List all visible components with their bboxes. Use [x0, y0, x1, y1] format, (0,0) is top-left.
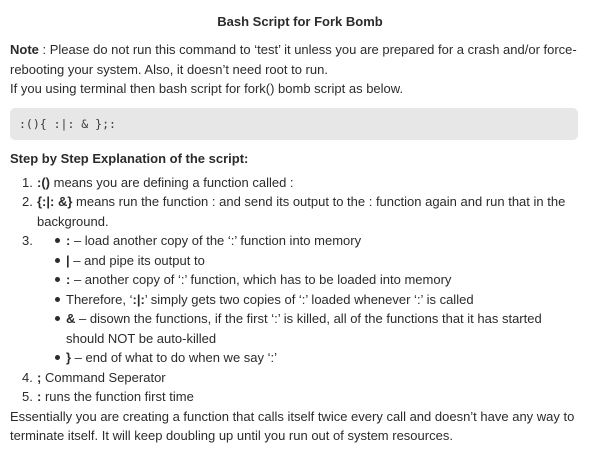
list-item [0, 309, 574, 348]
list-item [0, 231, 600, 368]
bullet-icon [55, 258, 60, 263]
list-item [0, 368, 600, 388]
bullet-icon [55, 238, 60, 243]
sub-list [0, 231, 574, 368]
step-text: Command Seperator [41, 369, 166, 385]
list-item [0, 192, 600, 231]
bullet-icon [55, 316, 60, 321]
sub-text: ’ simply gets two copies of ‘:’ loaded whenever ‘:’ is called [144, 291, 474, 307]
sub-text: – end of what to do when we say ‘:’ [71, 350, 278, 365]
sub-text: – and pipe its output to [69, 252, 205, 268]
bullet-icon [55, 355, 60, 360]
list-item [0, 348, 574, 368]
closing-paragraph: Essentially you are creating a function that calls itself twice every call and doesn’t have any way to terminate itself. It will keep doubling up until you run out of system resources. [10, 408, 575, 443]
sub-text: – load another copy of the ‘:’ function into memory [70, 233, 362, 248]
code-text: :(){ :|: & };: [19, 116, 116, 131]
step-number: 4. [22, 369, 33, 385]
sub-key: : [66, 233, 71, 248]
step-number: 5. [22, 389, 33, 404]
step-key: {:|: &} [37, 194, 73, 209]
sub-key: :|: [132, 291, 145, 307]
sub-key: | [66, 252, 70, 268]
note-label: Note [10, 42, 39, 57]
step-number: 3. [22, 233, 33, 248]
bullet-icon [55, 297, 60, 302]
step-number: 1. [22, 174, 33, 190]
list-item [0, 251, 574, 271]
sub-key: & [66, 311, 76, 326]
list-item [0, 387, 600, 407]
bullet-icon [55, 277, 60, 282]
note-text: : Please do not run this command to ‘test’ it unless you are prepared for a crash and/or force-rebooting your system. Also, it doesn’t need root to run. [10, 42, 577, 77]
step-text: runs the function first time [41, 389, 194, 404]
sub-key: : [66, 272, 71, 287]
list-item [0, 270, 574, 290]
code-block[interactable] [10, 108, 578, 140]
list-item [0, 173, 600, 193]
sub-key: } [66, 350, 72, 365]
sub-text: – another copy of ‘:’ function, which has to be loaded into memory [70, 272, 452, 287]
step-key: ; [37, 369, 42, 385]
list-item [0, 231, 574, 251]
step-key: : [37, 389, 42, 404]
page-title: Bash Script for Fork Bomb [217, 14, 383, 29]
sub-prefix: Therefore, ‘ [66, 291, 133, 307]
list-item [0, 290, 574, 310]
step-key: :() [37, 174, 50, 190]
step-number: 2. [22, 194, 33, 209]
explanation-heading: Step by Step Explanation of the script: [10, 150, 249, 166]
intro-paragraph: If you using terminal then bash script for fork() bomb script as below. [10, 81, 404, 96]
step-text: means run the function : and send its output to the : function again and run that in the background. [37, 194, 566, 229]
step-text: means you are defining a function called : [50, 174, 294, 190]
steps-list [0, 173, 600, 407]
sub-text: – disown the functions, if the first ‘:’ is killed, all of the functions that it has started should NOT be auto-killed [66, 311, 542, 346]
note-paragraph [10, 40, 590, 79]
